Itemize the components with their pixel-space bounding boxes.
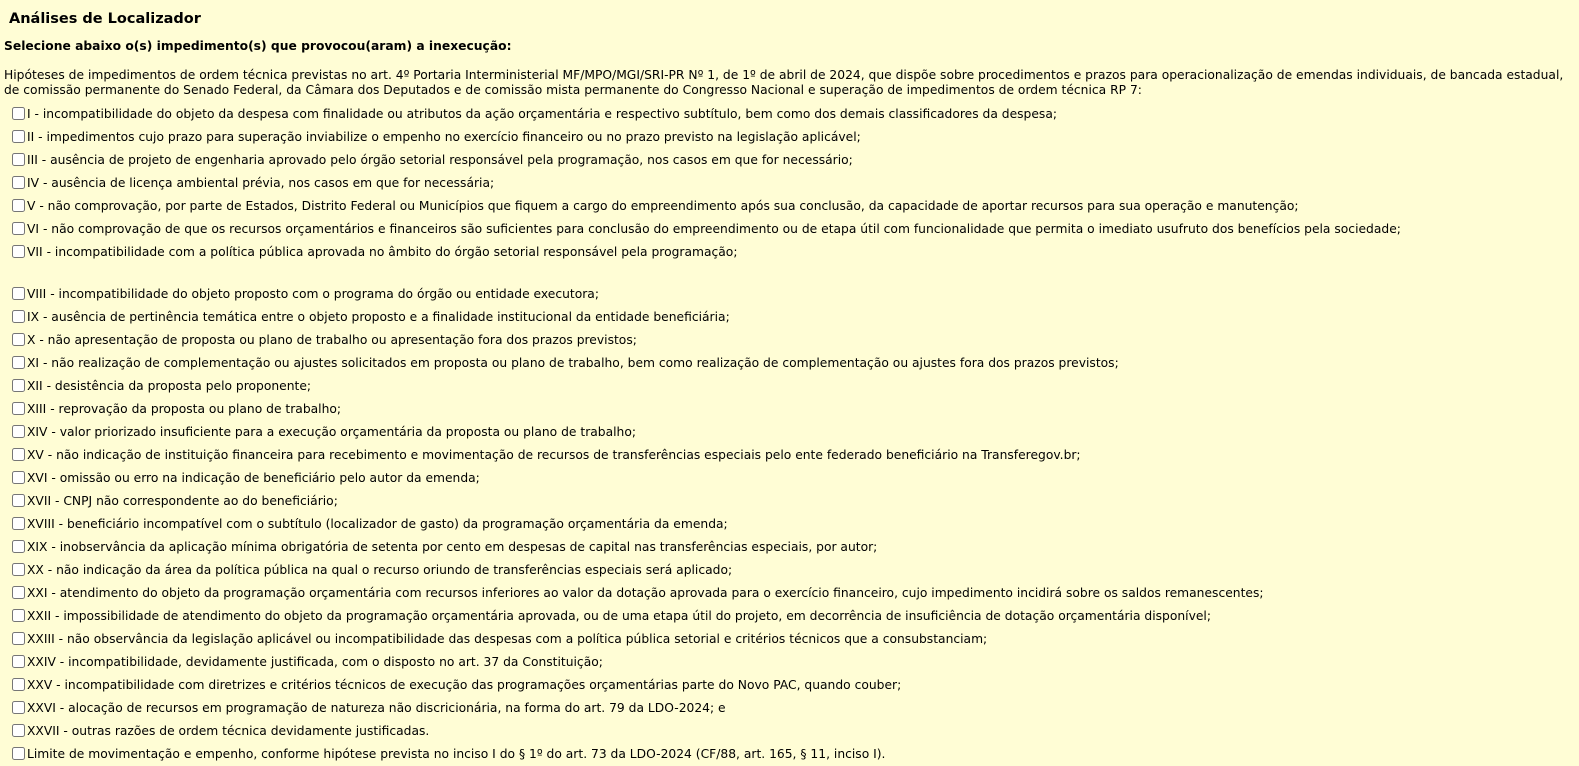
option-label-iii: III - ausência de projeto de engenharia aprovado pelo órgão setorial responsável pela programação, nos casos em que for necessário; [27, 152, 853, 167]
checkbox-xxii[interactable] [12, 609, 25, 622]
option-label-ii: II - impedimentos cujo prazo para superação inviabilize o empenho no exercício financeiro ou no prazo previsto na legislação aplicável; [27, 129, 861, 144]
checkbox-iii[interactable] [12, 153, 25, 166]
option-row-xxvii [12, 719, 1572, 742]
option-row-x [12, 328, 1572, 351]
option-label-limite: Limite de movimentação e empenho, conforme hipótese prevista no inciso I do § 1º do art. 73 da LDO-2024 (CF/88, art. 165, § 11, inciso I). [27, 746, 886, 761]
checkbox-v[interactable] [12, 199, 25, 212]
option-label-xvi: XVI - omissão ou erro na indicação de beneficiário pelo autor da emenda; [27, 470, 480, 485]
checkbox-ii[interactable] [12, 130, 25, 143]
option-label-iv: IV - ausência de licença ambiental prévia, nos casos em que for necessária; [27, 175, 495, 190]
option-row-i [12, 102, 1572, 125]
option-row-xi [12, 351, 1572, 374]
option-label-xx: XX - não indicação da área da política pública na qual o recurso oriundo de transferências especiais será aplicado; [27, 562, 733, 577]
checkbox-ix[interactable] [12, 310, 25, 323]
impediment-options-list [12, 102, 1572, 765]
option-row-xxii [12, 604, 1572, 627]
intro-text: Hipóteses de impedimentos de ordem técnica previstas no art. 4º Portaria Interministerial MF/MPO/MGI/SRI-PR Nº 1, de 1º de abril de 2024, que dispõe sobre procedimentos e prazos para operacionalização de emendas individuais, de bancada estadual, de comissão permanente do Senado Federal, da Câmara dos Deputados e de comissão mista permanente do Congresso Nacional e superação de impedimentos de ordem técnica RP 7: [4, 68, 1564, 97]
option-label-xxiii: XXIII - não observância da legislação aplicável ou incompatibilidade das despesas com a política pública setorial e critérios técnicos que a consubstanciam; [27, 631, 988, 646]
option-label-xxvii: XXVII - outras razões de ordem técnica devidamente justificadas. [27, 723, 430, 738]
option-label-xxv: XXV - incompatibilidade com diretrizes e critérios técnicos de execução das programações orçamentárias parte do Novo PAC, quando couber; [27, 677, 902, 692]
checkbox-xx[interactable] [12, 563, 25, 576]
option-row-xxiii [12, 627, 1572, 650]
option-row-xx [12, 558, 1572, 581]
checkbox-xxiii[interactable] [12, 632, 25, 645]
checkbox-xxi[interactable] [12, 586, 25, 599]
option-label-xxiv: XXIV - incompatibilidade, devidamente justificada, com o disposto no art. 37 da Constituição; [27, 654, 603, 669]
option-row-xxi [12, 581, 1572, 604]
checkbox-xxiv[interactable] [12, 655, 25, 668]
checkbox-viii[interactable] [12, 287, 25, 300]
option-label-viii: VIII - incompatibilidade do objeto proposto com o programa do órgão ou entidade executora; [27, 286, 599, 301]
checkbox-xxvii[interactable] [12, 724, 25, 737]
option-row-xii [12, 374, 1572, 397]
option-label-xv: XV - não indicação de instituição financeira para recebimento e movimentação de recursos de transferências especiais pelo ente federado beneficiário na Transferegov.br; [27, 447, 1081, 462]
option-label-xi: XI - não realização de complementação ou ajustes solicitados em proposta ou plano de trabalho, bem como realização de complementação ou ajustes fora dos prazos previstos; [27, 355, 1119, 370]
option-label-xiv: XIV - valor priorizado insuficiente para a execução orçamentária da proposta ou plano de trabalho; [27, 424, 637, 439]
checkbox-x[interactable] [12, 333, 25, 346]
option-row-xvi [12, 466, 1572, 489]
option-label-vi: VI - não comprovação de que os recursos orçamentários e financeiros são suficientes para conclusão do empreendimento ou de etapa útil com funcionalidade que permita o imediato usufruto dos benefícios pela sociedade; [27, 221, 1401, 236]
page-title: Análises de Localizador [9, 11, 201, 27]
checkbox-xv[interactable] [12, 448, 25, 461]
checkbox-vi[interactable] [12, 222, 25, 235]
option-row-xiii [12, 397, 1572, 420]
checkbox-i[interactable] [12, 107, 25, 120]
option-row-v [12, 194, 1572, 217]
option-row-xvii [12, 489, 1572, 512]
checkbox-vii[interactable] [12, 245, 25, 258]
checkbox-xix[interactable] [12, 540, 25, 553]
option-row-limite [12, 742, 1572, 765]
option-label-xvii: XVII - CNPJ não correspondente ao do beneficiário; [27, 493, 338, 508]
option-label-x: X - não apresentação de proposta ou plano de trabalho ou apresentação fora dos prazos previstos; [27, 332, 637, 347]
option-label-i: I - incompatibilidade do objeto da despesa com finalidade ou atributos da ação orçamentária e respectivo subtítulo, bem como dos demais classificadores da despesa; [27, 106, 1058, 121]
option-row-ii [12, 125, 1572, 148]
option-label-xxi: XXI - atendimento do objeto da programação orçamentária com recursos inferiores ao valor da dotação aprovada para o exercício financeiro, cujo impedimento incidirá sobre os saldos remanescentes; [27, 585, 1264, 600]
option-row-xxiv [12, 650, 1572, 673]
option-row-iv [12, 171, 1572, 194]
checkbox-xiii[interactable] [12, 402, 25, 415]
option-row-xviii [12, 512, 1572, 535]
option-row-xix [12, 535, 1572, 558]
option-label-xviii: XVIII - beneficiário incompatível com o subtítulo (localizador de gasto) da programação orçamentária da emenda; [27, 516, 728, 531]
checkbox-xvii[interactable] [12, 494, 25, 507]
option-label-xxii: XXII - impossibilidade de atendimento do objeto da programação orçamentária aprovada, ou de uma etapa útil do projeto, em decorrência de insuficiência de dotação orçamentária disponível; [27, 608, 1211, 623]
checkbox-xiv[interactable] [12, 425, 25, 438]
option-label-xiii: XIII - reprovação da proposta ou plano de trabalho; [27, 401, 342, 416]
checkbox-limite[interactable] [12, 747, 25, 760]
option-row-xv [12, 443, 1572, 466]
option-row-xxv [12, 673, 1572, 696]
page-subtitle: Selecione abaixo o(s) impedimento(s) que provocou(aram) a inexecução: [4, 39, 512, 53]
checkbox-xvi[interactable] [12, 471, 25, 484]
option-label-xix: XIX - inobservância da aplicação mínima obrigatória de setenta por cento em despesas de capital nas transferências especiais, por autor; [27, 539, 878, 554]
checkbox-xii[interactable] [12, 379, 25, 392]
option-row-ix [12, 305, 1572, 328]
checkbox-xviii[interactable] [12, 517, 25, 530]
option-row-iii [12, 148, 1572, 171]
option-label-xii: XII - desistência da proposta pelo proponente; [27, 378, 312, 393]
option-row-vii [12, 240, 1572, 263]
checkbox-xxvi[interactable] [12, 701, 25, 714]
option-row-xxvi [12, 696, 1572, 719]
option-label-xxvi: XXVI - alocação de recursos em programação de natureza não discricionária, na forma do art. 79 da LDO-2024; e [27, 700, 726, 715]
checkbox-xxv[interactable] [12, 678, 25, 691]
checkbox-iv[interactable] [12, 176, 25, 189]
option-label-vii: VII - incompatibilidade com a política pública aprovada no âmbito do órgão setorial responsável pela programação; [27, 244, 738, 259]
option-row-vi [12, 217, 1572, 240]
option-label-v: V - não comprovação, por parte de Estados, Distrito Federal ou Municípios que fiquem a cargo do empreendimento após sua conclusão, da capacidade de aportar recursos para sua operação e manutenção; [27, 198, 1299, 213]
option-row-viii [12, 282, 1572, 305]
option-row-xiv [12, 420, 1572, 443]
option-label-ix: IX - ausência de pertinência temática entre o objeto proposto e a finalidade institucional da entidade beneficiária; [27, 309, 730, 324]
checkbox-xi[interactable] [12, 356, 25, 369]
